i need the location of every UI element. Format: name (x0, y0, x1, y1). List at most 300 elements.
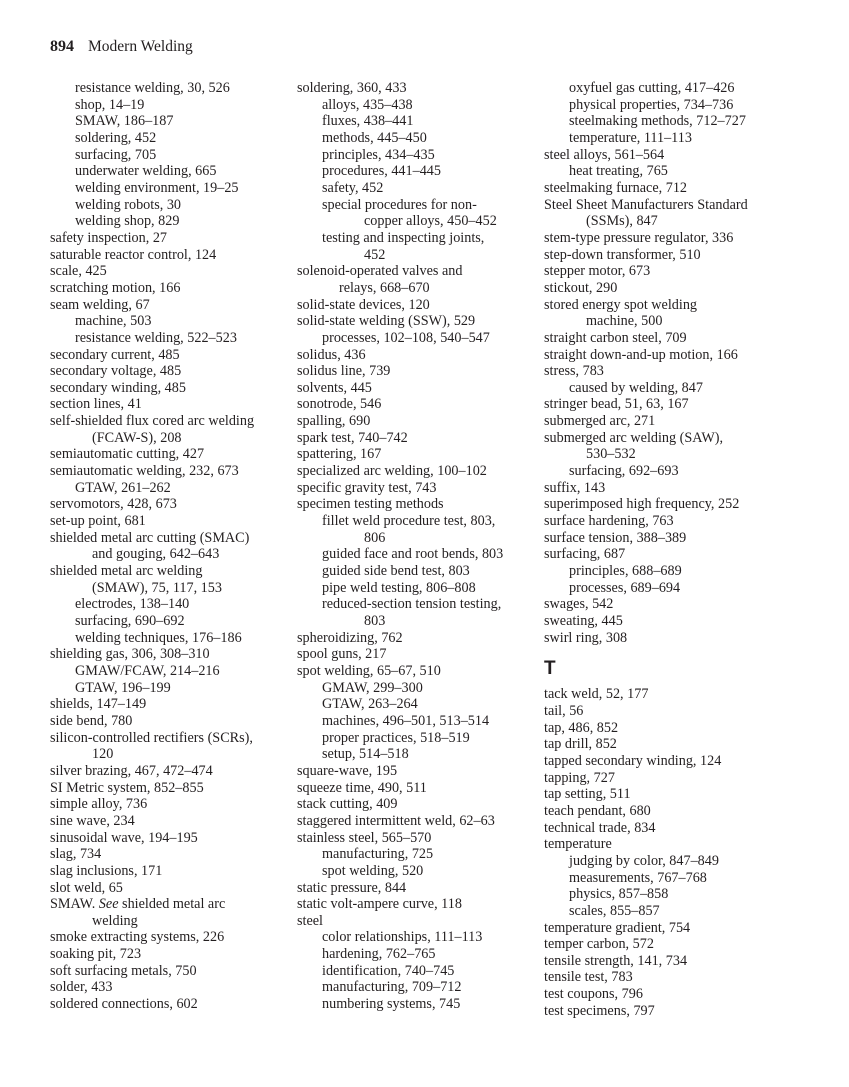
index-entry (544, 430, 804, 463)
entry-text: GMAW/FCAW, 214–216 (75, 662, 220, 679)
entry-text: surfacing, 692–693 (569, 463, 679, 480)
entry-text: sine wave, 234 (50, 812, 135, 829)
entry-text: teach pendant, 680 (544, 802, 651, 819)
index-entry (544, 147, 804, 164)
entry-text: superimposed high frequency, 252 (544, 496, 740, 513)
entry-text: spool guns, 217 (297, 646, 387, 663)
entry-continuation: 806 (364, 529, 386, 546)
index-entry (50, 446, 290, 463)
entry-text: spot welding, 520 (322, 862, 424, 879)
index-column-2 (297, 80, 537, 1013)
index-subentry (322, 963, 537, 980)
entry-text: methods, 445–450 (322, 129, 427, 146)
entry-text: soft surfacing metals, 750 (50, 962, 197, 979)
index-subentry (322, 979, 537, 996)
entry-text: welding environment, 19–25 (75, 179, 239, 196)
entry-text: solenoid-operated valves and (297, 263, 463, 280)
index-entry (297, 263, 537, 296)
entry-text: steel (297, 912, 323, 929)
entry-text: resistance welding, 30, 526 (75, 80, 230, 96)
entry-text: set-up point, 681 (50, 513, 146, 530)
index-subentry (75, 130, 290, 147)
entry-text: judging by color, 847–849 (569, 852, 719, 869)
index-subentry (569, 580, 804, 597)
entry-continuation: copper alloys, 450–452 (364, 213, 497, 230)
entry-text: specimen testing methods (297, 496, 444, 513)
entry-text: fillet weld procedure test, 803, (322, 513, 496, 530)
index-entry (297, 896, 537, 913)
entry-text: Steel Sheet Manufacturers Standard (544, 196, 748, 213)
entry-continuation: 120 (92, 746, 114, 763)
index-entry (50, 263, 290, 280)
entry-text: soldering, 360, 433 (297, 80, 407, 96)
index-entry (50, 830, 290, 847)
index-subentry (322, 513, 537, 546)
entry-text: physics, 857–858 (569, 886, 669, 903)
entry-text: submerged arc welding (SAW), (544, 429, 724, 446)
entry-text: physical properties, 734–736 (569, 96, 734, 113)
index-entry (544, 920, 804, 937)
index-entry (544, 836, 804, 853)
index-entry (544, 396, 804, 413)
entry-text: electrodes, 138–140 (75, 596, 190, 613)
entry-text: solid-state devices, 120 (297, 296, 430, 313)
entry-text: straight carbon steel, 709 (544, 329, 687, 346)
index-entry (50, 946, 290, 963)
index-subentry (569, 563, 804, 580)
entry-text: GMAW, 299–300 (322, 679, 423, 696)
entry-text: slag, 734 (50, 846, 102, 863)
index-subentry (569, 903, 804, 920)
entry-text: technical trade, 834 (544, 819, 656, 836)
index-entry (544, 330, 804, 347)
entry-text: semiautomatic welding, 232, 673 (50, 463, 239, 480)
index-entry (544, 247, 804, 264)
entry-text: smoke extracting systems, 226 (50, 929, 225, 946)
index-entry (544, 969, 804, 986)
entry-text: submerged arc, 271 (544, 413, 656, 430)
index-entry (50, 713, 290, 730)
entry-text: measurements, 767–768 (569, 869, 707, 886)
entry-text: sonotrode, 546 (297, 396, 382, 413)
index-subentry (75, 213, 290, 230)
section-heading: T (544, 658, 556, 680)
entry-text: seam welding, 67 (50, 296, 150, 313)
entry-text: stainless steel, 565–570 (297, 829, 432, 846)
entry-text: SI Metric system, 852–855 (50, 779, 204, 796)
entry-text: spot welding, 65–67, 510 (297, 662, 441, 679)
index-entry (50, 463, 290, 480)
index-subentry (322, 846, 537, 863)
running-title: Modern Welding (88, 38, 193, 55)
entry-text: steelmaking furnace, 712 (544, 179, 688, 196)
index-entry (544, 686, 804, 703)
index-subentry (322, 863, 537, 880)
index-entry (297, 796, 537, 813)
entry-text: soaking pit, 723 (50, 946, 142, 963)
entry-text: color relationships, 111–113 (322, 929, 483, 946)
entry-text: spattering, 167 (297, 446, 382, 463)
entry-text: tap setting, 511 (544, 786, 631, 803)
entry-text: stack cutting, 409 (297, 796, 398, 813)
entry-text: GTAW, 261–262 (75, 479, 171, 496)
index-subentry (322, 929, 537, 946)
entry-text: temperature, 111–113 (569, 129, 692, 146)
entry-text: surfacing, 705 (75, 146, 157, 163)
index-entry (544, 280, 804, 297)
index-entry (544, 986, 804, 1003)
entry-text: shop, 14–19 (75, 96, 145, 113)
index-entry (544, 630, 804, 647)
entry-text: swirl ring, 308 (544, 629, 628, 646)
entry-text: machines, 496–501, 513–514 (322, 712, 490, 729)
index-entry (297, 413, 537, 430)
index-entry (297, 463, 537, 480)
index-subentry (569, 463, 804, 480)
entry-text: SMAW, 186–187 (75, 113, 174, 130)
entry-text: stringer bead, 51, 63, 167 (544, 396, 689, 413)
entry-text: testing and inspecting joints, (322, 229, 485, 246)
entry-text: GTAW, 263–264 (322, 696, 418, 713)
index-subentry (322, 230, 537, 263)
entry-text: guided face and root bends, 803 (322, 546, 504, 563)
index-entry (50, 646, 290, 663)
entry-continuation: 803 (364, 613, 386, 629)
entry-text: processes, 102–108, 540–547 (322, 329, 490, 346)
index-entry (544, 347, 804, 364)
entry-text: manufacturing, 709–712 (322, 979, 462, 996)
index-subentry (322, 113, 537, 130)
index-entry (50, 813, 290, 830)
entry-text: fluxes, 438–441 (322, 113, 414, 130)
index-entry (50, 496, 290, 513)
index-subentry (75, 147, 290, 164)
entry-text: temperature gradient, 754 (544, 919, 691, 936)
entry-text: guided side bend test, 803 (322, 563, 470, 580)
index-entry (50, 846, 290, 863)
entry-text: resistance welding, 522–523 (75, 329, 237, 346)
entry-text: temperature (544, 836, 612, 853)
index-subentry (322, 946, 537, 963)
entry-text: silver brazing, 467, 472–474 (50, 762, 213, 779)
entry-text: steelmaking methods, 712–727 (569, 113, 746, 130)
entry-text: scale, 425 (50, 263, 107, 280)
entry-text: test specimens, 797 (544, 1002, 655, 1019)
index-subentry (569, 886, 804, 903)
entry-text: solder, 433 (50, 979, 113, 996)
index-entry (50, 513, 290, 530)
entry-text: procedures, 441–445 (322, 163, 441, 180)
index-entry (50, 780, 290, 797)
index-subentry (75, 330, 290, 347)
entry-text: stem-type pressure regulator, 336 (544, 229, 734, 246)
index-entry (50, 763, 290, 780)
index-entry (297, 913, 537, 930)
index-entry (50, 796, 290, 813)
entry-continuation: welding (92, 912, 138, 929)
entry-text: stepper motor, 673 (544, 263, 651, 280)
entry-continuation: and gouging, 642–643 (92, 546, 220, 563)
entry-continuation: 530–532 (586, 446, 636, 463)
index-entry (50, 230, 290, 247)
entry-text: identification, 740–745 (322, 962, 455, 979)
index-entry (50, 297, 290, 314)
entry-text: secondary voltage, 485 (50, 363, 182, 380)
entry-text: heat treating, 765 (569, 163, 668, 180)
entry-text: shielding gas, 306, 308–310 (50, 646, 210, 663)
entry-text: principles, 434–435 (322, 146, 435, 163)
entry-text: hardening, 762–765 (322, 946, 436, 963)
index-entry (544, 703, 804, 720)
entry-text: test coupons, 796 (544, 986, 643, 1003)
entry-continuation: machine, 500 (586, 313, 663, 330)
entry-text: shielded metal arc cutting (SMAC) (50, 529, 250, 546)
index-entry (544, 770, 804, 787)
index-entry (544, 820, 804, 837)
entry-text: self-shielded flux cored arc welding (50, 413, 255, 430)
index-entry (544, 803, 804, 820)
index-subentry (569, 853, 804, 870)
entry-text: shields, 147–149 (50, 696, 147, 713)
entry-text: proper practices, 518–519 (322, 729, 470, 746)
index-entry (544, 363, 804, 380)
index-subentry (322, 147, 537, 164)
entry-text: soldered connections, 602 (50, 996, 198, 1013)
index-entry (297, 830, 537, 847)
index-entry (50, 963, 290, 980)
entry-text: welding robots, 30 (75, 196, 182, 213)
index-entry (297, 496, 537, 513)
index-subentry (75, 680, 290, 697)
index-subentry (322, 97, 537, 114)
entry-continuation: (SMAW), 75, 117, 153 (92, 579, 222, 596)
index-entry (544, 613, 804, 630)
entry-continuation: 452 (364, 246, 386, 263)
index-entry (544, 530, 804, 547)
entry-text: tensile strength, 141, 734 (544, 952, 688, 969)
entry-continuation: relays, 668–670 (339, 279, 430, 296)
entry-text: straight down-and-up motion, 166 (544, 346, 738, 363)
entry-text: manufacturing, 725 (322, 846, 434, 863)
index-entry (297, 813, 537, 830)
index-subentry (322, 197, 537, 230)
index-entry (544, 496, 804, 513)
entry-text: surfacing, 690–692 (75, 613, 185, 629)
index-subentry (322, 580, 537, 597)
entry-text: side bend, 780 (50, 712, 133, 729)
entry-text: stickout, 290 (544, 279, 618, 296)
page-number: 894 (50, 38, 74, 55)
index-subentry (569, 163, 804, 180)
index-entry (544, 953, 804, 970)
entry-text: slag inclusions, 171 (50, 862, 163, 879)
index-entry (50, 929, 290, 946)
index-entry (50, 880, 290, 897)
entry-text: solid-state welding (SSW), 529 (297, 313, 476, 330)
entry-text: secondary winding, 485 (50, 379, 186, 396)
index-subentry (75, 163, 290, 180)
index-entry (544, 596, 804, 613)
index-entry (50, 247, 290, 264)
entry-text: temper carbon, 572 (544, 936, 654, 953)
entry-text: numbering systems, 745 (322, 996, 461, 1013)
index-entry (50, 979, 290, 996)
index-entry (544, 1003, 804, 1020)
index-entry (544, 413, 804, 430)
index-subentry (322, 996, 537, 1013)
index-subentry (75, 663, 290, 680)
entry-text: welding shop, 829 (75, 213, 180, 230)
entry-text: caused by welding, 847 (569, 379, 703, 396)
entry-text: shielded metal arc welding (50, 563, 203, 580)
index-subentry (322, 330, 537, 347)
index-subentry (322, 696, 537, 713)
entry-text: scales, 855–857 (569, 902, 660, 919)
entry-continuation: (SSMs), 847 (586, 213, 658, 230)
page-header (50, 38, 193, 56)
index-subentry (322, 130, 537, 147)
index-entry (50, 996, 290, 1013)
index-entry (544, 197, 804, 230)
entry-text: soldering, 452 (75, 129, 157, 146)
index-subentry (322, 563, 537, 580)
index-subentry (569, 113, 804, 130)
entry-text: special procedures for non- (322, 196, 477, 213)
entry-text: setup, 514–518 (322, 746, 409, 763)
index-entry (297, 396, 537, 413)
index-subentry (569, 380, 804, 397)
index-entry (544, 546, 804, 563)
index-entry (297, 363, 537, 380)
index-subentry (75, 480, 290, 497)
entry-text: squeeze time, 490, 511 (297, 779, 427, 796)
entry-text: square-wave, 195 (297, 762, 398, 779)
index-subentry (322, 730, 537, 747)
index-entry (544, 297, 804, 330)
entry-text: spheroidizing, 762 (297, 629, 403, 646)
entry-text: SMAW. See shielded metal arc (50, 896, 226, 913)
index-entry (50, 396, 290, 413)
index-entry (544, 736, 804, 753)
entry-text: alloys, 435–438 (322, 96, 413, 113)
entry-text: swages, 542 (544, 596, 614, 613)
entry-text: surfacing, 687 (544, 546, 626, 563)
index-entry (297, 446, 537, 463)
index-entry (50, 696, 290, 713)
entry-text: pipe weld testing, 806–808 (322, 579, 476, 596)
entry-text: tail, 56 (544, 702, 584, 719)
entry-text: suffix, 143 (544, 479, 606, 496)
index-entry (297, 630, 537, 647)
index-entry (50, 380, 290, 397)
index-entry (544, 230, 804, 247)
index-subentry (569, 130, 804, 147)
entry-text: semiautomatic cutting, 427 (50, 446, 205, 463)
index-entry (544, 180, 804, 197)
index-subentry (75, 180, 290, 197)
index-subentry (322, 180, 537, 197)
index-subentry (569, 97, 804, 114)
entry-text: stress, 783 (544, 363, 604, 380)
entry-text: simple alloy, 736 (50, 796, 148, 813)
entry-text: safety inspection, 27 (50, 229, 168, 246)
entry-text: secondary current, 485 (50, 346, 180, 363)
index-entry (50, 563, 290, 596)
index-subentry (75, 197, 290, 214)
index-subentry (322, 546, 537, 563)
index-entry (50, 896, 290, 929)
index-entry (297, 663, 537, 680)
entry-text: solidus line, 739 (297, 363, 391, 380)
index-entry (50, 280, 290, 297)
index-column-3 (544, 80, 804, 1019)
index-entry (297, 430, 537, 447)
index-subentry (75, 613, 290, 630)
entry-text: machine, 503 (75, 313, 152, 330)
index-subentry (75, 313, 290, 330)
index-subentry (322, 746, 537, 763)
entry-text: surface hardening, 763 (544, 513, 674, 530)
entry-text: spark test, 740–742 (297, 429, 408, 446)
entry-text: steel alloys, 561–564 (544, 146, 665, 163)
index-subentry (75, 630, 290, 647)
entry-text: servomotors, 428, 673 (50, 496, 177, 513)
entry-text: specialized arc welding, 100–102 (297, 463, 487, 480)
index-subentry (322, 163, 537, 180)
index-entry (544, 786, 804, 803)
index-entry (50, 730, 290, 763)
index-entry (50, 347, 290, 364)
index-entry (544, 936, 804, 953)
index-entry (50, 363, 290, 380)
entry-text: GTAW, 196–199 (75, 679, 171, 696)
entry-text: solvents, 445 (297, 379, 372, 396)
index-entry (297, 780, 537, 797)
index-entry (50, 863, 290, 880)
entry-text: tap, 486, 852 (544, 719, 619, 736)
entry-text: welding techniques, 176–186 (75, 629, 242, 646)
index-entry (297, 347, 537, 364)
entry-text: solidus, 436 (297, 346, 366, 363)
entry-continuation: (FCAW-S), 208 (92, 429, 182, 446)
index-entry (297, 297, 537, 314)
index-entry (50, 530, 290, 563)
index-entry (544, 263, 804, 280)
entry-text: staggered intermittent weld, 62–63 (297, 812, 495, 829)
index-subentry (75, 596, 290, 613)
index-entry (50, 413, 290, 446)
index-subentry (322, 596, 537, 629)
entry-text: tapped secondary winding, 124 (544, 752, 722, 769)
entry-text: surface tension, 388–389 (544, 529, 687, 546)
entry-text: static volt-ampere curve, 118 (297, 896, 462, 913)
index-entry (297, 763, 537, 780)
entry-text: safety, 452 (322, 179, 384, 196)
entry-text: tack weld, 52, 177 (544, 686, 649, 703)
entry-text: underwater welding, 665 (75, 163, 217, 180)
entry-text: oxyfuel gas cutting, 417–426 (569, 80, 735, 96)
entry-text: reduced-section tension testing, (322, 596, 502, 613)
index-entry (544, 513, 804, 530)
entry-text: static pressure, 844 (297, 879, 407, 896)
entry-text: spalling, 690 (297, 413, 371, 430)
index-entry (297, 480, 537, 497)
index-entry (297, 646, 537, 663)
index-subentry (322, 680, 537, 697)
entry-text: specific gravity test, 743 (297, 479, 437, 496)
entry-text: step-down transformer, 510 (544, 246, 701, 263)
entry-text: sinusoidal wave, 194–195 (50, 829, 198, 846)
